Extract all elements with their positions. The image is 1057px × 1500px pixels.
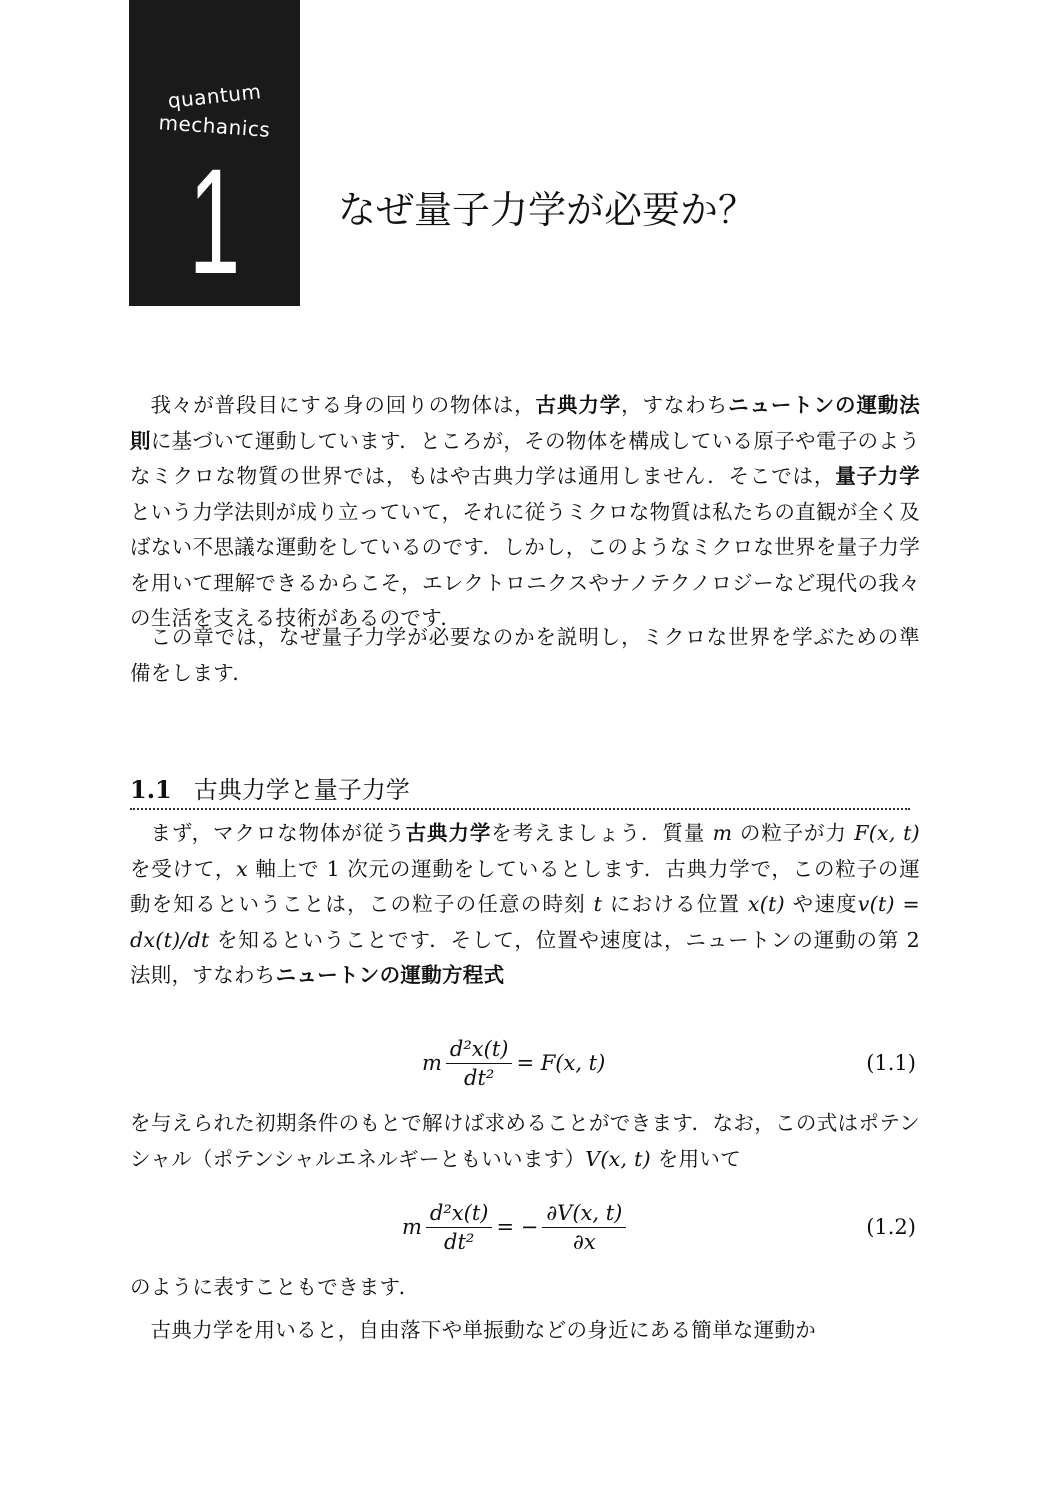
- math-force: F(x, t): [854, 821, 920, 845]
- text-run: を与えられた初期条件のもとで解けば求めることができます．なお，この式はポテンシャル（ポテンシャルエネルギーともいいます）: [130, 1111, 920, 1171]
- text-run: を考えましょう．質量: [491, 821, 706, 845]
- term-classical-mechanics: 古典力学: [535, 393, 622, 417]
- fraction-numerator: d²x(t): [426, 1199, 493, 1228]
- math-m: m: [712, 821, 733, 845]
- eq-coefficient: m: [422, 1051, 442, 1075]
- text-run: や速度: [792, 892, 858, 916]
- section-heading: [130, 772, 910, 810]
- eq-middle: = −: [496, 1215, 539, 1239]
- text-run: に基づいて運動しています．ところが，その物体を構成している原子や電子のようなミクロな物質の世界では，もはや古典力学は通用しません．そこでは，: [130, 428, 920, 488]
- equation-body: [402, 1192, 630, 1262]
- fraction-denominator: ∂x: [573, 1229, 596, 1254]
- math-potential: V(x, t): [585, 1146, 651, 1171]
- math-t: t: [593, 892, 603, 916]
- text-run: の粒子が力: [739, 821, 847, 845]
- equation-number: (1.2): [866, 1215, 916, 1239]
- fraction-denominator: dt²: [444, 1229, 475, 1254]
- body-paragraph-3: のように表すこともできます．: [130, 1275, 420, 1299]
- fraction-denominator: dt²: [464, 1065, 495, 1090]
- text-run: ，すなわち: [621, 393, 729, 417]
- text-run: を受けて，: [130, 856, 237, 881]
- fraction: [542, 1199, 626, 1256]
- fraction-numerator: d²x(t): [446, 1035, 513, 1064]
- body-paragraph-2: [130, 1106, 920, 1177]
- text-run: を用いて: [657, 1146, 742, 1171]
- math-position: x(t): [747, 892, 785, 916]
- text-run: まず，マクロな物体が従う: [150, 821, 406, 845]
- text-run: を知るということです．そして，位置や速度は，ニュートンの運動の第 2 法則，すなわち: [130, 927, 920, 987]
- term-newton-laws: ニュートンの運動法則: [130, 393, 921, 453]
- body-paragraph-1: [130, 816, 920, 994]
- fraction: [426, 1199, 493, 1256]
- eq-coefficient: m: [402, 1215, 422, 1239]
- equation-number: (1.1): [866, 1051, 916, 1075]
- chapter-label-line2: mechanics: [157, 110, 272, 142]
- chapter-title: なぜ量子力学が必要か？: [338, 188, 757, 232]
- chapter-number: 1: [188, 137, 241, 305]
- text-run: 我々が普段目にする身の回りの物体は，: [150, 393, 536, 417]
- intro-paragraph-1: [130, 388, 920, 637]
- section-title: 古典力学と量子力学: [193, 776, 410, 804]
- intro-paragraph-2: この章では，なぜ量子力学が必要なのかを説明し，ミクロな世界を学ぶための準備をします．: [130, 625, 920, 685]
- math-velocity: v(t) = dx(t)/dt: [130, 892, 920, 952]
- text-run: 軸上で 1 次元の運動をしているとします．古典力学で，この粒子の運動を知るということは，この粒子の任意の時刻: [130, 856, 920, 916]
- text-run: という力学法則が成り立っていて，それに従うミクロな物質は私たちの直観が全く及ばない不思議な運動をしているのです．しかし，このようなミクロな世界を量子力学を用いて理解できるからこそ，エレクトロニクスやナノテクノロジーなど現代の我々の生活を支える技術があるのです．: [130, 499, 920, 630]
- chapter-badge: [129, 0, 300, 306]
- term-quantum-mechanics: 量子力学: [835, 464, 920, 488]
- term-equation-of-motion: ニュートンの運動方程式: [275, 963, 505, 987]
- equation-1-2: [130, 1192, 920, 1262]
- equation-body: [422, 1028, 605, 1098]
- fraction: [446, 1035, 513, 1092]
- eq-rhs: = F(x, t): [516, 1051, 606, 1075]
- fraction-numerator: ∂V(x, t): [542, 1199, 626, 1228]
- body-paragraph-4: 古典力学を用いると，自由落下や単振動などの身近にある簡単な運動か: [150, 1318, 817, 1342]
- term-classical-mechanics: 古典力学: [405, 821, 492, 845]
- math-x: x: [236, 856, 249, 881]
- text-run: における位置: [609, 892, 741, 916]
- chapter-label-line1: quantum: [166, 79, 263, 113]
- section-number: 1.1: [130, 775, 172, 804]
- equation-1-1: [130, 1028, 920, 1098]
